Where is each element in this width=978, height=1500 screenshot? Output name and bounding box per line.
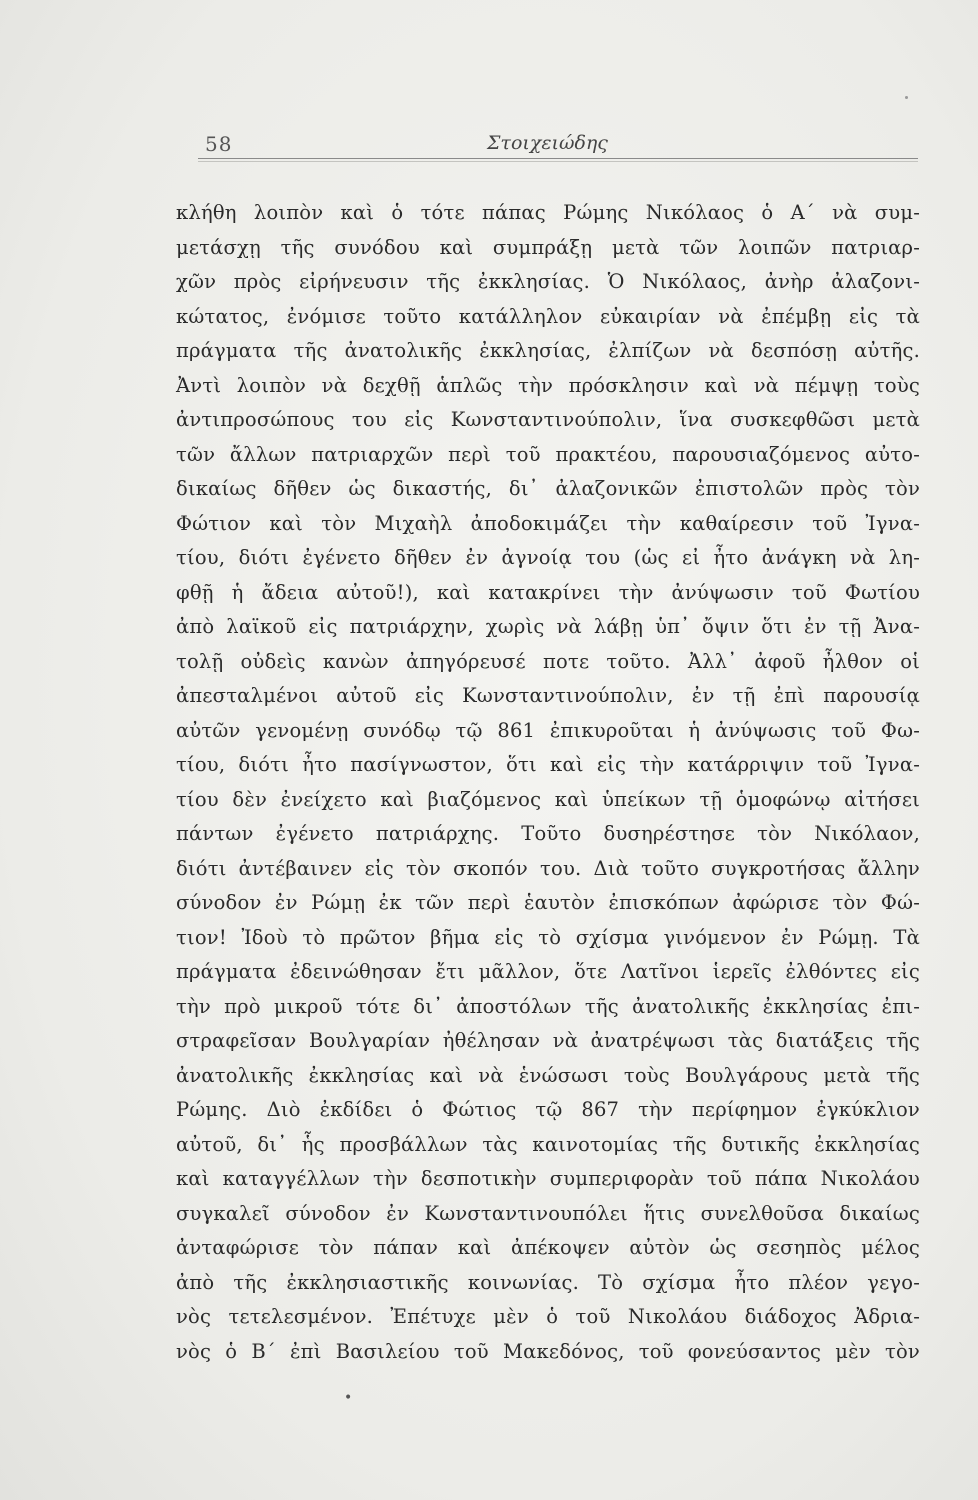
page-header bbox=[205, 132, 919, 156]
text-line: σύνοδον ἐν Ρώμῃ ἐκ τῶν περὶ ἑαυτὸν ἐπισκόπων ἀφώρισε τὸν Φώ- bbox=[176, 891, 920, 914]
text-line: καὶ καταγγέλλων τὴν δεσποτικὴν συμπεριφορὰν τοῦ πάπα Νικολάου bbox=[176, 1167, 920, 1190]
text-line: συγκαλεῖ σύνοδον ἐν Κωνσταντινουπόλει ἥτις συνελθοῦσα δικαίως bbox=[176, 1201, 920, 1225]
text-line: νὸς ὁ Β΄ ἐπὶ Βασιλείου τοῦ Μακεδόνος, τοῦ φονεύσαντος μὲν τὸν bbox=[176, 1339, 920, 1363]
text-line: κλήθη λοιπὸν καὶ ὁ τότε πάπας Ρώμης Νικόλαος ὁ Α΄ νὰ συμ- bbox=[176, 201, 920, 224]
text-line: Ρώμης. Διὸ ἐκδίδει ὁ Φώτιος τῷ 867 τὴν περίφημον ἐγκύκλιον bbox=[176, 1098, 920, 1121]
text-line: φθῇ ἡ ἄδεια αὐτοῦ!), καὶ κατακρίνει τὴν ἀνύψωσιν τοῦ Φωτίου bbox=[176, 580, 920, 604]
text-line: πράγματα ἐδεινώθησαν ἔτι μᾶλλον, ὅτε Λατῖνοι ἱερεῖς ἐλθόντες εἰς bbox=[176, 960, 920, 983]
text-line: πράγματα τῆς ἀνατολικῆς ἐκκλησίας, ἐλπίζων νὰ δεσπόσῃ αὐτῆς. bbox=[176, 339, 920, 362]
text-line: ἀνταφώρισε τὸν πάπαν καὶ ἀπέκοψεν αὐτὸν ὡς σεσηπὸς μέλος bbox=[176, 1236, 920, 1259]
text-line: τίου δὲν ἐνείχετο καὶ βιαζόμενος καὶ ὑπείκων τῇ ὁμοφώνῳ αἰτήσει bbox=[176, 787, 920, 811]
text-line: τὴν πρὸ μικροῦ τότε δι᾽ ἀποστόλων τῆς ἀνατολικῆς ἐκκλησίας ἐπι- bbox=[176, 994, 920, 1018]
header-rule bbox=[198, 158, 918, 159]
text-line: τολῇ οὐδεὶς κανὼν ἀπηγόρευσέ ποτε τοῦτο. Ἀλλ᾽ ἀφοῦ ἦλθον οἱ bbox=[176, 649, 920, 673]
ink-smudge: • bbox=[344, 1390, 353, 1406]
text-line: ἀπὸ τῆς ἐκκλησιαστικῆς κοινωνίας. Τὸ σχίσμα ἦτο πλέον γεγο- bbox=[176, 1270, 920, 1294]
text-line: κώτατος, ἐνόμισε τοῦτο κατάλληλον εὐκαιρίαν νὰ ἐπέμβῃ εἰς τὰ bbox=[176, 304, 920, 328]
text-line: νὸς τετελεσμένον. Ἐπέτυχε μὲν ὁ τοῦ Νικολάου διάδοχος Ἀδρια- bbox=[176, 1305, 920, 1328]
text-line: ἀπὸ λαϊκοῦ εἰς πατριάρχην, χωρὶς νὰ λάβῃ ὑπ᾽ ὄψιν ὅτι ἐν τῇ Ἀνα- bbox=[176, 615, 920, 638]
text-line: τίου, διότι ἐγένετο δῆθεν ἐν ἀγνοίᾳ του (ὡς εἰ ἦτο ἀνάγκη νὰ λη- bbox=[176, 546, 920, 569]
text-line: τίου, διότι ἦτο πασίγνωστον, ὅτι καὶ εἰς τὴν κατάρριψιν τοῦ Ἰγνα- bbox=[176, 753, 920, 776]
text-line: τιον! Ἰδοὺ τὸ πρῶτον βῆμα εἰς τὸ σχίσμα γινόμενον ἐν Ρώμῃ. Τὰ bbox=[176, 925, 920, 949]
text-line: μετάσχῃ τῆς συνόδου καὶ συμπράξῃ μετὰ τῶν λοιπῶν πατριαρ- bbox=[176, 235, 920, 259]
text-line: Ἀντὶ λοιπὸν νὰ δεχθῇ ἁπλῶς τὴν πρόσκλησιν καὶ νὰ πέμψῃ τοὺς bbox=[176, 373, 920, 397]
text-line: ἀντιπροσώπους του εἰς Κωνσταντινούπολιν, ἵνα συσκεφθῶσι μετὰ bbox=[176, 408, 920, 431]
text-line: χῶν πρὸς εἰρήνευσιν τῆς ἐκκλησίας. Ὁ Νικόλαος, ἀνὴρ ἀλαζονι- bbox=[176, 270, 920, 293]
text-line: δικαίως δῆθεν ὡς δικαστής, δι᾽ ἀλαζονικῶν ἐπιστολῶν πρὸς τὸν bbox=[176, 477, 920, 500]
page-number: 58 bbox=[205, 132, 233, 156]
header-rule-secondary bbox=[198, 161, 918, 162]
text-line: τῶν ἄλλων πατριαρχῶν περὶ τοῦ πρακτέου, παρουσιαζόμενος αὐτο- bbox=[176, 442, 920, 466]
text-line: ἀνατολικῆς ἐκκλησίας καὶ νὰ ἑνώσωσι τοὺς Βουλγάρους μετὰ τῆς bbox=[176, 1063, 920, 1087]
text-line: αὐτοῦ, δι᾽ ἧς προσβάλλων τὰς καινοτομίας τῆς δυτικῆς ἐκκλησίας bbox=[176, 1132, 920, 1156]
paper-speck bbox=[905, 96, 908, 99]
text-line: στραφεῖσαν Βουλγαρίαν ἠθέλησαν νὰ ἀνατρέψωσι τὰς διατάξεις τῆς bbox=[176, 1029, 920, 1052]
text-line: αὐτῶν γενομένῃ συνόδῳ τῷ 861 ἐπικυροῦται ἡ ἀνύψωσις τοῦ Φω- bbox=[176, 718, 920, 742]
text-line: πάντων ἐγένετο πατριάρχης. Τοῦτο δυσηρέστησε τὸν Νικόλαον, bbox=[176, 822, 920, 845]
text-line: ἀπεσταλμένοι αὐτοῦ εἰς Κωνσταντινούπολιν, ἐν τῇ ἐπὶ παρουσίᾳ bbox=[176, 684, 920, 707]
text-line: Φώτιον καὶ τὸν Μιχαὴλ ἀποδοκιμάζει τὴν καθαίρεσιν τοῦ Ἰγνα- bbox=[176, 511, 920, 535]
body-text bbox=[176, 196, 920, 1369]
running-title: Στοιχειώδης bbox=[487, 132, 608, 154]
text-line: διότι ἀντέβαινεν εἰς τὸν σκοπόν του. Διὰ τοῦτο συγκροτήσας ἄλλην bbox=[176, 856, 920, 880]
